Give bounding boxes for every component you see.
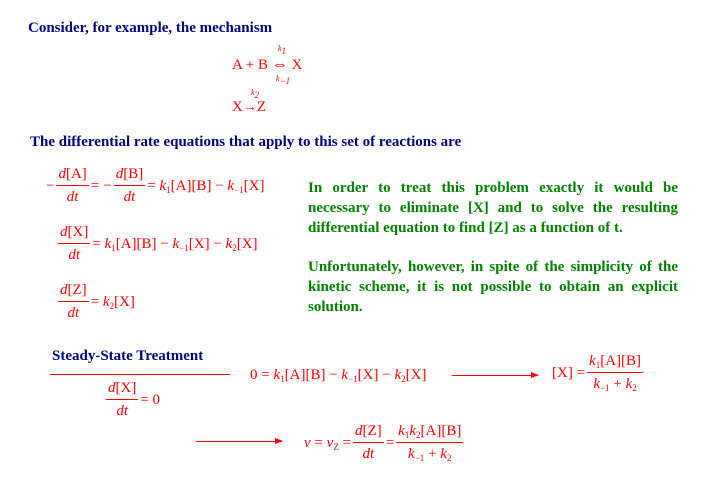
reaction-equilibrium: A + B ⇔ X: [232, 56, 303, 73]
arrow-to-rate-law: [196, 441, 282, 442]
reaction-irreversible: X→Z: [232, 99, 267, 115]
rate-constant-k1-label: $k_1$: [278, 44, 287, 56]
overall-rate-law: $v = v_Z$ = $\frac{d[Z]}{dt}$ = $\frac{k_1k_2[A][B]}{k_{-1} + k_2}$: [304, 423, 462, 463]
x-steady-state-result: [X] = $\frac{k_1[A][B]}{k_{-1} + k_2}$: [552, 353, 642, 393]
rate-equation-z: $\frac{d[Z]}{dt}$ = $k_2[X]$: [60, 282, 135, 321]
steady-state-rule: [50, 374, 230, 375]
rate-constant-k2-label: $k_2$: [251, 88, 260, 100]
arrow-to-x-result: [452, 375, 538, 376]
rate-equation-ab: − $\frac{d[A]}{dt}$ = − $\frac{d[B]}{dt}$ = $k_1[A][B] - k_{-1}[X]$: [46, 166, 265, 205]
paragraph-no-explicit-solution: Unfortunately, however, in spite of the simplicity of the kinetic scheme, it is not possible to obtain an explicit solution.: [308, 259, 678, 315]
rate-constant-k-1-label: $k_{-1}$: [276, 74, 291, 86]
heading-mechanism: Consider, for example, the mechanism: [28, 20, 273, 36]
steady-state-balance: $0 = k_1[A][B] - k_{-1}[X] - k_2[X]$: [250, 367, 427, 384]
rate-equation-x: $\frac{d[X]}{dt}$ = $k_1[A][B] - k_{-1}[X] - k_2[X]$: [60, 224, 258, 263]
heading-rate-equations: The differential rate equations that apply to this set of reactions are: [30, 134, 462, 150]
steady-state-condition: $\frac{d[X]}{dt}$ = 0: [108, 380, 161, 419]
paragraph-exact-treatment: In order to treat this problem exactly it would be necessary to eliminate [X] and to solve the resulting differential equation to find [Z] as a function of t.: [308, 180, 678, 236]
heading-steady-state: Steady-State Treatment: [52, 348, 204, 364]
